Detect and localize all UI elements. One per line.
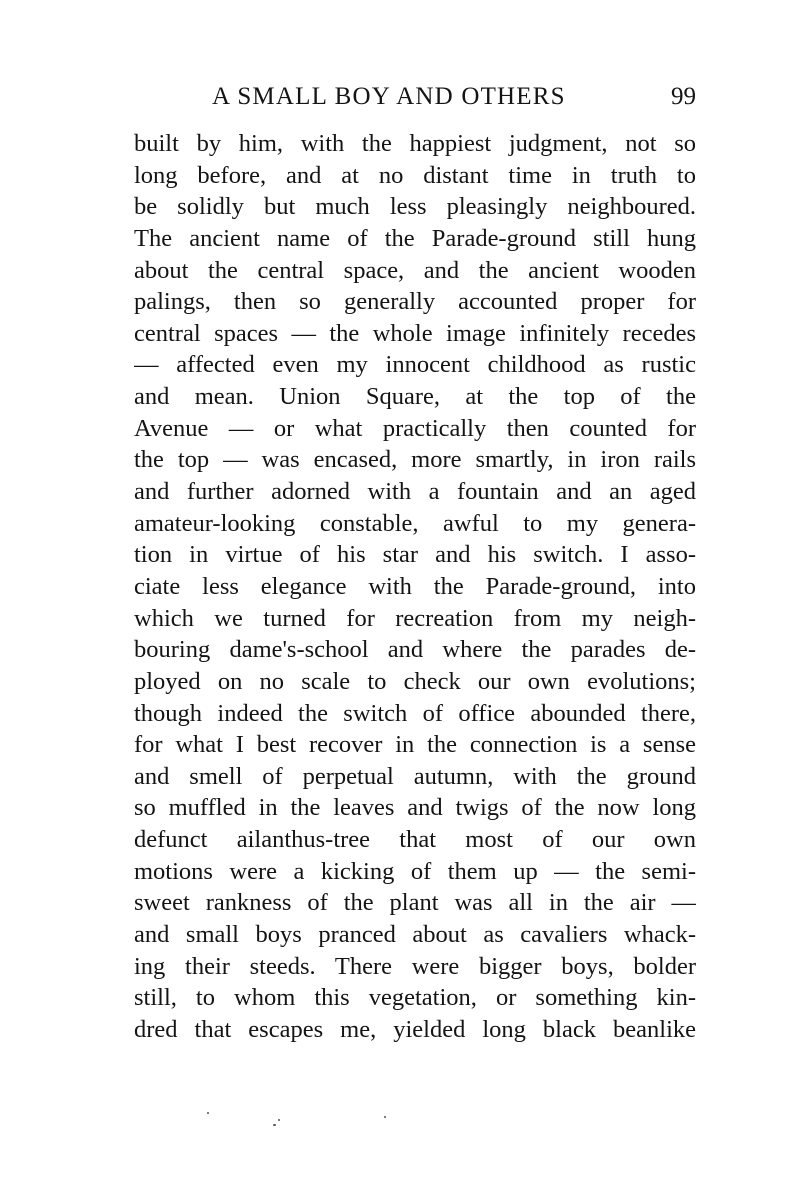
text-line: still, to whom this vegetation, or something kin-: [134, 984, 696, 1012]
text-line: and further adorned with a fountain and an aged: [134, 478, 696, 506]
text-line: motions were a kicking of them up — the semi-: [134, 857, 696, 885]
print-speck: [273, 1124, 276, 1126]
print-speck: [278, 1119, 280, 1121]
text-line: Avenue — or what practically then counted for: [134, 414, 696, 442]
text-line: central spaces — the whole image infinitely recedes: [134, 319, 696, 347]
text-line: which we turned for recreation from my neigh-: [134, 604, 696, 632]
text-line: long before, and at no distant time in truth to: [134, 161, 696, 189]
print-speck: [207, 1112, 209, 1114]
text-line: sweet rankness of the plant was all in the air —: [134, 889, 696, 917]
text-line: dred that escapes me, yielded long black beanlike: [134, 1015, 696, 1043]
text-line: ployed on no scale to check our own evolutions;: [134, 667, 696, 695]
text-line: defunct ailanthus-tree that most of our own: [134, 826, 696, 854]
print-speck: [384, 1116, 386, 1118]
text-line: and small boys pranced about as cavaliers whack-: [134, 921, 696, 949]
text-line: ing their steeds. There were bigger boys, bolder: [134, 952, 696, 980]
text-line: the top — was encased, more smartly, in iron rails: [134, 446, 696, 474]
body-text: [134, 128, 696, 1046]
text-line: for what I best recover in the connection is a sense: [134, 731, 696, 759]
text-line: amateur-looking constable, awful to my genera-: [134, 509, 696, 537]
text-line: bouring dame's-school and where the parades de-: [134, 636, 696, 664]
text-line: and mean. Union Square, at the top of the: [134, 383, 696, 411]
page-number: 99: [671, 83, 696, 110]
text-line: The ancient name of the Parade-ground still hung: [134, 224, 696, 252]
text-line: — affected even my innocent childhood as rustic: [134, 351, 696, 379]
text-line: so muffled in the leaves and twigs of the now long: [134, 794, 696, 822]
text-line: about the central space, and the ancient wooden: [134, 256, 696, 284]
running-head: [134, 80, 696, 114]
text-line: built by him, with the happiest judgment, not so: [134, 130, 696, 157]
text-line: be solidly but much less pleasingly neighboured.: [134, 193, 696, 221]
text-line: palings, then so generally accounted proper for: [134, 288, 696, 316]
text-line: tion in virtue of his star and his switch. I asso-: [134, 541, 696, 569]
text-line: though indeed the switch of office abounded there,: [134, 699, 696, 727]
text-line: and smell of perpetual autumn, with the ground: [134, 762, 696, 790]
text-line: ciate less elegance with the Parade-ground, into: [134, 572, 696, 600]
running-head-title: A SMALL BOY AND OTHERS: [212, 83, 566, 110]
